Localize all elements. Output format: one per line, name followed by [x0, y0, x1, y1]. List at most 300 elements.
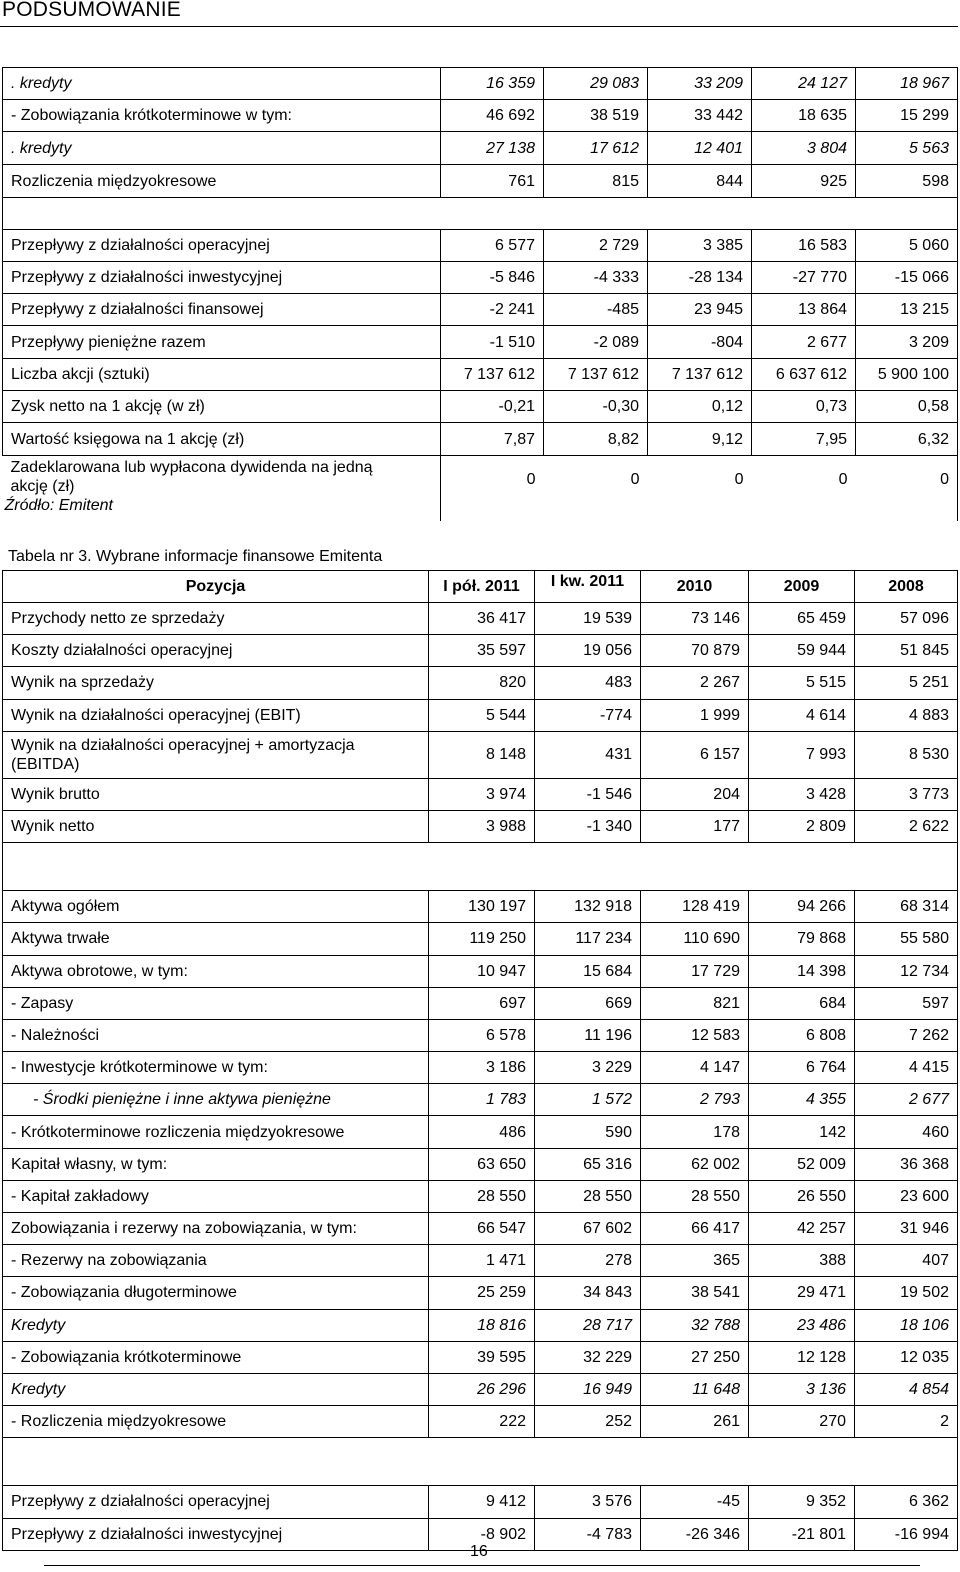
- value-cell: 13 215: [856, 294, 958, 326]
- value-cell: 365: [641, 1245, 749, 1277]
- value-cell: 4 614: [749, 699, 855, 731]
- value-cell: 35 597: [429, 635, 535, 667]
- row-label: - Środki pieniężne i inne aktywa pieniężne: [3, 1084, 429, 1116]
- row-label: Zobowiązania i rezerwy na zobowiązania, w tym:: [3, 1213, 429, 1245]
- value-cell: -1 340: [535, 810, 641, 842]
- value-cell: 815: [544, 165, 648, 198]
- value-cell: 34 843: [535, 1277, 641, 1309]
- row-label: Przychody netto ze sprzedaży: [3, 603, 429, 635]
- value-cell: 68 314: [855, 891, 958, 923]
- table-row: [3, 1052, 958, 1084]
- value-cell: 132 918: [535, 891, 641, 923]
- value-cell: [855, 843, 958, 891]
- value-cell: 4 854: [855, 1373, 958, 1405]
- table-caption: Tabela nr 3. Wybrane informacje finansowe Emitenta: [8, 548, 383, 565]
- value-cell: 6 157: [641, 731, 749, 778]
- value-cell: 0: [856, 456, 958, 521]
- table-row: [3, 667, 958, 699]
- source-note: Źródło: Emitent: [4, 497, 113, 514]
- value-cell: 27 250: [641, 1341, 749, 1373]
- value-cell: 13 864: [752, 294, 856, 326]
- value-cell: 23 486: [749, 1309, 855, 1341]
- column-header: I pół. 2011: [429, 571, 535, 603]
- row-label-text: Zadeklarowana lub wypłacona dywidenda na jedną akcję (zł): [10, 459, 373, 495]
- value-cell: 669: [535, 987, 641, 1019]
- value-cell: 12 401: [648, 132, 752, 165]
- value-cell: 598: [856, 165, 958, 198]
- value-cell: 12 035: [855, 1341, 958, 1373]
- row-label: Wynik brutto: [3, 778, 429, 810]
- value-cell: 79 868: [749, 923, 855, 955]
- value-cell: -2 089: [544, 326, 648, 359]
- value-cell: 178: [641, 1116, 749, 1148]
- table-row: [3, 1084, 958, 1116]
- row-label: Zysk netto na 1 akcję (w zł): [3, 391, 441, 423]
- value-cell: 7,95: [752, 423, 856, 456]
- value-cell: 9 352: [749, 1486, 855, 1518]
- value-cell: 18 635: [752, 100, 856, 132]
- value-cell: 28 717: [535, 1309, 641, 1341]
- value-cell: 5 515: [749, 667, 855, 699]
- value-cell: 3 773: [855, 778, 958, 810]
- value-cell: -15 066: [856, 262, 958, 294]
- value-cell: 128 419: [641, 891, 749, 923]
- row-label: [3, 198, 441, 230]
- value-cell: 18 967: [856, 68, 958, 100]
- value-cell: 52 009: [749, 1148, 855, 1180]
- header-rule: [0, 26, 958, 27]
- value-cell: 19 502: [855, 1277, 958, 1309]
- row-label: . kredyty: [3, 68, 441, 100]
- value-cell: 4 355: [749, 1084, 855, 1116]
- value-cell: 1 572: [535, 1084, 641, 1116]
- value-cell: 3 385: [648, 230, 752, 262]
- value-cell: 6 362: [855, 1486, 958, 1518]
- table-row: [3, 294, 958, 326]
- value-cell: 33 442: [648, 100, 752, 132]
- value-cell: 65 459: [749, 603, 855, 635]
- table-row: [3, 1019, 958, 1051]
- table-row: [3, 100, 958, 132]
- value-cell: -21 801: [749, 1518, 855, 1550]
- value-cell: 2 267: [641, 667, 749, 699]
- value-cell: 590: [535, 1116, 641, 1148]
- value-cell: 761: [441, 165, 544, 198]
- row-label: - Rozliczenia międzyokresowe: [3, 1406, 429, 1438]
- value-cell: 4 883: [855, 699, 958, 731]
- value-cell: 18 106: [855, 1309, 958, 1341]
- row-label: - Należności: [3, 1019, 429, 1051]
- row-label: - Zobowiązania krótkoterminowe w tym:: [3, 100, 441, 132]
- value-cell: 4 415: [855, 1052, 958, 1084]
- value-cell: 2 677: [855, 1084, 958, 1116]
- row-label: Wynik na działalności operacyjnej (EBIT): [3, 699, 429, 731]
- value-cell: 7,87: [441, 423, 544, 456]
- value-cell: [749, 843, 855, 891]
- table-row: [3, 1341, 958, 1373]
- table-row: [3, 778, 958, 810]
- row-label: - Zobowiązania długoterminowe: [3, 1277, 429, 1309]
- footer-rule: [44, 1565, 920, 1566]
- value-cell: 28 550: [641, 1180, 749, 1212]
- table-row: [3, 326, 958, 359]
- value-cell: 2 677: [752, 326, 856, 359]
- value-cell: 0: [648, 456, 752, 521]
- value-cell: 252: [535, 1406, 641, 1438]
- table-row: [3, 1245, 958, 1277]
- value-cell: 32 788: [641, 1309, 749, 1341]
- value-cell: 38 541: [641, 1277, 749, 1309]
- row-label: Przepływy z działalności operacyjnej: [3, 1486, 429, 1518]
- row-label: Kredyty: [3, 1373, 429, 1405]
- value-cell: 36 417: [429, 603, 535, 635]
- row-label: Wynik netto: [3, 810, 429, 842]
- value-cell: 62 002: [641, 1148, 749, 1180]
- value-cell: 16 949: [535, 1373, 641, 1405]
- value-cell: [429, 1438, 535, 1486]
- row-label: Liczba akcji (sztuki): [3, 359, 441, 391]
- value-cell: 16 359: [441, 68, 544, 100]
- value-cell: 5 563: [856, 132, 958, 165]
- value-cell: 177: [641, 810, 749, 842]
- column-header: Pozycja: [3, 571, 429, 603]
- value-cell: 0,58: [856, 391, 958, 423]
- value-cell: 57 096: [855, 603, 958, 635]
- value-cell: 26 550: [749, 1180, 855, 1212]
- value-cell: 23 945: [648, 294, 752, 326]
- value-cell: [641, 843, 749, 891]
- row-label: - Kapitał zakładowy: [3, 1180, 429, 1212]
- table-row: [3, 1148, 958, 1180]
- value-cell: 2 622: [855, 810, 958, 842]
- value-cell: 6 637 612: [752, 359, 856, 391]
- value-cell: 17 612: [544, 132, 648, 165]
- value-cell: 18 816: [429, 1309, 535, 1341]
- value-cell: 16 583: [752, 230, 856, 262]
- table-row: [3, 1406, 958, 1438]
- row-label: . kredyty: [3, 132, 441, 165]
- value-cell: -28 134: [648, 262, 752, 294]
- value-cell: 7 137 612: [544, 359, 648, 391]
- table-row: [3, 1180, 958, 1212]
- value-cell: 0: [544, 456, 648, 521]
- value-cell: 1 999: [641, 699, 749, 731]
- page-header: [0, 0, 958, 27]
- value-cell: [429, 843, 535, 891]
- value-cell: -0,21: [441, 391, 544, 423]
- value-cell: -4 333: [544, 262, 648, 294]
- value-cell: 820: [429, 667, 535, 699]
- table-row: [3, 165, 958, 198]
- table-row: [3, 391, 958, 423]
- value-cell: [855, 1438, 958, 1486]
- value-cell: 5 900 100: [856, 359, 958, 391]
- value-cell: 3 804: [752, 132, 856, 165]
- value-cell: 63 650: [429, 1148, 535, 1180]
- table-row: [3, 1486, 958, 1518]
- financial-table-continued: [2, 67, 958, 521]
- table-row: [3, 423, 958, 456]
- value-cell: 14 398: [749, 955, 855, 987]
- column-header: I kw. 2011: [535, 571, 641, 603]
- value-cell: 431: [535, 731, 641, 778]
- value-cell: 117 234: [535, 923, 641, 955]
- row-label: [3, 456, 441, 521]
- value-cell: 15 684: [535, 955, 641, 987]
- table-row: [3, 1309, 958, 1341]
- value-cell: 486: [429, 1116, 535, 1148]
- value-cell: [535, 1438, 641, 1486]
- value-cell: -774: [535, 699, 641, 731]
- table-row: [3, 603, 958, 635]
- value-cell: 597: [855, 987, 958, 1019]
- table-row: [3, 923, 958, 955]
- table-row: [3, 68, 958, 100]
- value-cell: -0,30: [544, 391, 648, 423]
- value-cell: 697: [429, 987, 535, 1019]
- value-cell: -1 546: [535, 778, 641, 810]
- value-cell: 7 137 612: [441, 359, 544, 391]
- table-row: [3, 987, 958, 1019]
- row-label: Przepływy pieniężne razem: [3, 326, 441, 359]
- table-row: [3, 891, 958, 923]
- value-cell: 51 845: [855, 635, 958, 667]
- value-cell: 261: [641, 1406, 749, 1438]
- value-cell: 8,82: [544, 423, 648, 456]
- value-cell: 17 729: [641, 955, 749, 987]
- table-row: [3, 955, 958, 987]
- row-label: Rozliczenia międzyokresowe: [3, 165, 441, 198]
- value-cell: 28 550: [429, 1180, 535, 1212]
- value-cell: -26 346: [641, 1518, 749, 1550]
- value-cell: 0: [441, 456, 544, 521]
- value-cell: 483: [535, 667, 641, 699]
- column-header: 2008: [855, 571, 958, 603]
- value-cell: -804: [648, 326, 752, 359]
- value-cell: 3 428: [749, 778, 855, 810]
- value-cell: -16 994: [855, 1518, 958, 1550]
- value-cell: 8 530: [855, 731, 958, 778]
- value-cell: 5 060: [856, 230, 958, 262]
- value-cell: 94 266: [749, 891, 855, 923]
- page-number: 16: [470, 1543, 488, 1560]
- value-cell: 27 138: [441, 132, 544, 165]
- financial-info-table: [2, 570, 958, 1551]
- value-cell: 2 809: [749, 810, 855, 842]
- value-cell: 5 544: [429, 699, 535, 731]
- value-cell: 2: [855, 1406, 958, 1438]
- value-cell: 12 734: [855, 955, 958, 987]
- value-cell: 19 056: [535, 635, 641, 667]
- value-cell: 4 147: [641, 1052, 749, 1084]
- value-cell: 19 539: [535, 603, 641, 635]
- value-cell: 407: [855, 1245, 958, 1277]
- value-cell: 15 299: [856, 100, 958, 132]
- value-cell: 3 209: [856, 326, 958, 359]
- value-cell: -27 770: [752, 262, 856, 294]
- value-cell: 66 547: [429, 1213, 535, 1245]
- value-cell: 222: [429, 1406, 535, 1438]
- value-cell: 119 250: [429, 923, 535, 955]
- row-label: Aktywa obrotowe, w tym:: [3, 955, 429, 987]
- column-header: 2009: [749, 571, 855, 603]
- value-cell: [544, 198, 648, 230]
- row-label: - Zobowiązania krótkoterminowe: [3, 1341, 429, 1373]
- value-cell: 67 602: [535, 1213, 641, 1245]
- row-label: Kapitał własny, w tym:: [3, 1148, 429, 1180]
- table-row: [3, 198, 958, 230]
- value-cell: [752, 198, 856, 230]
- value-cell: 32 229: [535, 1341, 641, 1373]
- row-label: Kredyty: [3, 1309, 429, 1341]
- table-header-row: [3, 571, 958, 603]
- value-cell: 31 946: [855, 1213, 958, 1245]
- value-cell: 130 197: [429, 891, 535, 923]
- row-label: - Rezerwy na zobowiązania: [3, 1245, 429, 1277]
- table-row: [3, 843, 958, 891]
- value-cell: 278: [535, 1245, 641, 1277]
- value-cell: 12 583: [641, 1019, 749, 1051]
- row-label: Przepływy z działalności finansowej: [3, 294, 441, 326]
- row-label: - Zapasy: [3, 987, 429, 1019]
- value-cell: 59 944: [749, 635, 855, 667]
- value-cell: 0,12: [648, 391, 752, 423]
- value-cell: 3 576: [535, 1486, 641, 1518]
- value-cell: 33 209: [648, 68, 752, 100]
- value-cell: 3 186: [429, 1052, 535, 1084]
- value-cell: -5 846: [441, 262, 544, 294]
- row-label: Wynik na sprzedaży: [3, 667, 429, 699]
- value-cell: [856, 198, 958, 230]
- value-cell: 11 648: [641, 1373, 749, 1405]
- row-label: Aktywa trwałe: [3, 923, 429, 955]
- value-cell: [441, 198, 544, 230]
- row-label: Koszty działalności operacyjnej: [3, 635, 429, 667]
- value-cell: 26 296: [429, 1373, 535, 1405]
- value-cell: 55 580: [855, 923, 958, 955]
- row-label: Wartość księgowa na 1 akcję (zł): [3, 423, 441, 456]
- table-row: [3, 1116, 958, 1148]
- value-cell: 9 412: [429, 1486, 535, 1518]
- value-cell: [648, 198, 752, 230]
- value-cell: 65 316: [535, 1148, 641, 1180]
- table-row: [3, 731, 958, 778]
- table-row: [3, 1213, 958, 1245]
- value-cell: 0: [752, 456, 856, 521]
- table-row: [3, 262, 958, 294]
- value-cell: -1 510: [441, 326, 544, 359]
- value-cell: 1 471: [429, 1245, 535, 1277]
- value-cell: 142: [749, 1116, 855, 1148]
- table-row: [3, 1277, 958, 1309]
- value-cell: 9,12: [648, 423, 752, 456]
- value-cell: 270: [749, 1406, 855, 1438]
- value-cell: 38 519: [544, 100, 648, 132]
- table-row: [3, 230, 958, 262]
- table-row: [3, 699, 958, 731]
- value-cell: 0,73: [752, 391, 856, 423]
- value-cell: 7 262: [855, 1019, 958, 1051]
- value-cell: 3 988: [429, 810, 535, 842]
- table-row: [3, 359, 958, 391]
- value-cell: 2 729: [544, 230, 648, 262]
- table-row: [3, 132, 958, 165]
- value-cell: 388: [749, 1245, 855, 1277]
- value-cell: 39 595: [429, 1341, 535, 1373]
- value-cell: 66 417: [641, 1213, 749, 1245]
- row-label: Aktywa ogółem: [3, 891, 429, 923]
- value-cell: 7 137 612: [648, 359, 752, 391]
- value-cell: 844: [648, 165, 752, 198]
- row-label: - Krótkoterminowe rozliczenia międzyokresowe: [3, 1116, 429, 1148]
- table-row: [3, 1438, 958, 1486]
- value-cell: 24 127: [752, 68, 856, 100]
- value-cell: 6,32: [856, 423, 958, 456]
- row-label: Przepływy z działalności inwestycyjnej: [3, 262, 441, 294]
- row-label: Wynik na działalności operacyjnej + amortyzacja (EBITDA): [3, 731, 429, 778]
- value-cell: -8 902: [429, 1518, 535, 1550]
- row-label: Przepływy z działalności operacyjnej: [3, 230, 441, 262]
- value-cell: 2 793: [641, 1084, 749, 1116]
- value-cell: 3 974: [429, 778, 535, 810]
- value-cell: -4 783: [535, 1518, 641, 1550]
- value-cell: 73 146: [641, 603, 749, 635]
- value-cell: 925: [752, 165, 856, 198]
- value-cell: -2 241: [441, 294, 544, 326]
- value-cell: 25 259: [429, 1277, 535, 1309]
- value-cell: 6 577: [441, 230, 544, 262]
- value-cell: 6 808: [749, 1019, 855, 1051]
- value-cell: 6 578: [429, 1019, 535, 1051]
- value-cell: 684: [749, 987, 855, 1019]
- value-cell: 10 947: [429, 955, 535, 987]
- value-cell: [749, 1438, 855, 1486]
- value-cell: 29 471: [749, 1277, 855, 1309]
- value-cell: 11 196: [535, 1019, 641, 1051]
- value-cell: 6 764: [749, 1052, 855, 1084]
- value-cell: 23 600: [855, 1180, 958, 1212]
- value-cell: 70 879: [641, 635, 749, 667]
- value-cell: [641, 1438, 749, 1486]
- table-row: [3, 1373, 958, 1405]
- value-cell: 821: [641, 987, 749, 1019]
- value-cell: 7 993: [749, 731, 855, 778]
- table-row: [3, 635, 958, 667]
- row-label: Przepływy z działalności inwestycyjnej: [3, 1518, 429, 1550]
- value-cell: 3 229: [535, 1052, 641, 1084]
- value-cell: 42 257: [749, 1213, 855, 1245]
- value-cell: 12 128: [749, 1341, 855, 1373]
- value-cell: 460: [855, 1116, 958, 1148]
- table-row: [3, 456, 958, 521]
- value-cell: 204: [641, 778, 749, 810]
- value-cell: 28 550: [535, 1180, 641, 1212]
- value-cell: [535, 843, 641, 891]
- value-cell: -45: [641, 1486, 749, 1518]
- value-cell: 3 136: [749, 1373, 855, 1405]
- row-label: - Inwestycje krótkoterminowe w tym:: [3, 1052, 429, 1084]
- value-cell: 5 251: [855, 667, 958, 699]
- value-cell: 29 083: [544, 68, 648, 100]
- row-label: [3, 843, 429, 891]
- value-cell: 36 368: [855, 1148, 958, 1180]
- value-cell: 1 783: [429, 1084, 535, 1116]
- table-row: [3, 810, 958, 842]
- value-cell: 8 148: [429, 731, 535, 778]
- page-title: PODSUMOWANIE: [2, 0, 181, 21]
- value-cell: 110 690: [641, 923, 749, 955]
- column-header: 2010: [641, 571, 749, 603]
